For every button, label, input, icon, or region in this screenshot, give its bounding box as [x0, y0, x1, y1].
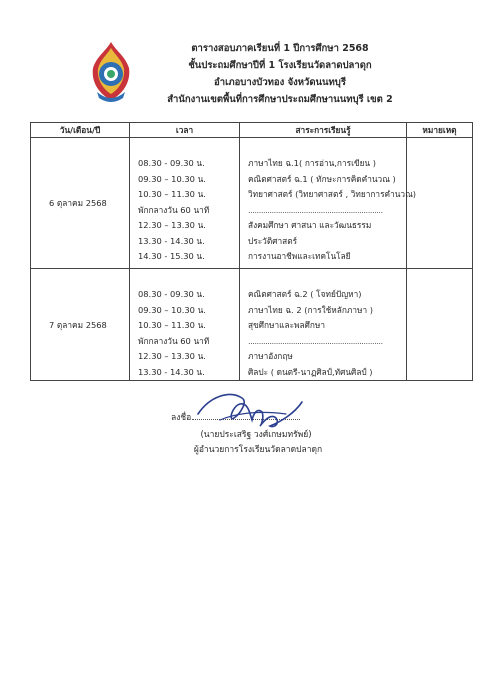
time-slot: 09.30 – 10.30 น.: [138, 304, 206, 315]
note-cell: [407, 269, 473, 381]
subject-item: คณิตศาสตร์ ฉ.1 ( ทักษะการคิดคำนวณ ): [248, 173, 396, 184]
break-dotted-line: ...............................................................: [248, 335, 383, 346]
subject-item: คณิตศาสตร์ ฉ.2 ( โจทย์ปัญหา): [248, 289, 362, 299]
time-slot: 08.30 - 09.30 น.: [138, 289, 205, 299]
time-cell: [130, 269, 240, 381]
subject-item: วิทยาศาสตร์ (วิทยาศาสตร์ , วิทยาการคำนวณ): [248, 189, 417, 199]
subject-cell: [240, 138, 417, 269]
table-header-row: [31, 123, 473, 138]
signer-name: (นายประเสริฐ วงศ์เกษมทรัพย์): [200, 430, 312, 440]
subject-item: ภาษาไทย ฉ.1( การอ่าน,การเขียน ): [248, 158, 376, 168]
sign-label: ลงชื่อ: [171, 413, 192, 423]
column-header-date: วัน/เดือน/ปี: [31, 123, 130, 138]
subject-item: สุขศึกษาและพลศึกษา: [248, 320, 326, 330]
time-slot: 12.30 – 13.30 น.: [138, 220, 206, 230]
exam-date: 7 ตุลาคม 2568: [31, 269, 130, 381]
column-header-note: หมายเหตุ: [407, 123, 473, 138]
exam-schedule-table: [30, 122, 473, 381]
subject-item: สังคมศึกษา ศาสนา และวัฒนธรรม: [248, 220, 372, 230]
time-cell: [130, 138, 240, 269]
subject-cell: [240, 269, 407, 381]
signer-title: ผู้อำนวยการโรงเรียนวัดลาดปลาดุก: [193, 445, 323, 455]
note-cell: [407, 138, 473, 269]
subject-item: ภาษาอังกฤษ: [248, 351, 293, 361]
header-title: ตารางสอบภาคเรียนที่ 1 ปีการศึกษา 2568: [191, 43, 369, 54]
subject-item: ศิลปะ ( ดนตรี-นาฏศิลป์,ทัศนศิลป์ ): [248, 366, 373, 377]
time-slot: 10.30 – 11.30 น.: [138, 320, 206, 330]
time-slot: 09.30 – 10.30 น.: [138, 173, 206, 184]
time-slot: 14.30 - 15.30 น.: [138, 251, 205, 261]
header-class-school: ชั้นประถมศึกษาปีที่ 1 โรงเรียนวัดลาดปลาดุก: [188, 60, 372, 71]
document-header: [130, 40, 430, 108]
subject-item: ประวัติศาสตร์: [248, 235, 298, 246]
handwritten-signature-icon: [190, 384, 310, 434]
time-slot: 13.30 - 14.30 น.: [138, 366, 205, 377]
time-slot: 12.30 – 13.30 น.: [138, 351, 206, 361]
header-office: สำนักงานเขตพื้นที่การศึกษาประถมศึกษานนทบุรี เขต 2: [167, 94, 393, 105]
table-row: [31, 138, 473, 269]
time-slot: 10.30 – 11.30 น.: [138, 189, 206, 199]
table-row: [31, 269, 473, 381]
signature-dotted-line: [192, 419, 300, 420]
header-district: อำเภอบางบัวทอง จังหวัดนนทบุรี: [214, 77, 346, 88]
exam-date: 6 ตุลาคม 2568: [31, 138, 130, 269]
subject-item: การงานอาชีพและเทคโนโลยี: [248, 251, 351, 261]
column-header-time: เวลา: [130, 123, 240, 138]
break-dotted-line: ...............................................................: [248, 204, 383, 215]
lunch-break: พักกลางวัน 60 นาที: [138, 204, 210, 215]
lunch-break: พักกลางวัน 60 นาที: [138, 335, 210, 346]
column-header-subject: สาระการเรียนรู้: [240, 123, 407, 138]
subject-item: ภาษาไทย ฉ. 2 (การใช้หลักภาษา ): [248, 304, 374, 315]
time-slot: 08.30 - 09.30 น.: [138, 158, 205, 168]
time-slot: 13.30 - 14.30 น.: [138, 235, 205, 246]
